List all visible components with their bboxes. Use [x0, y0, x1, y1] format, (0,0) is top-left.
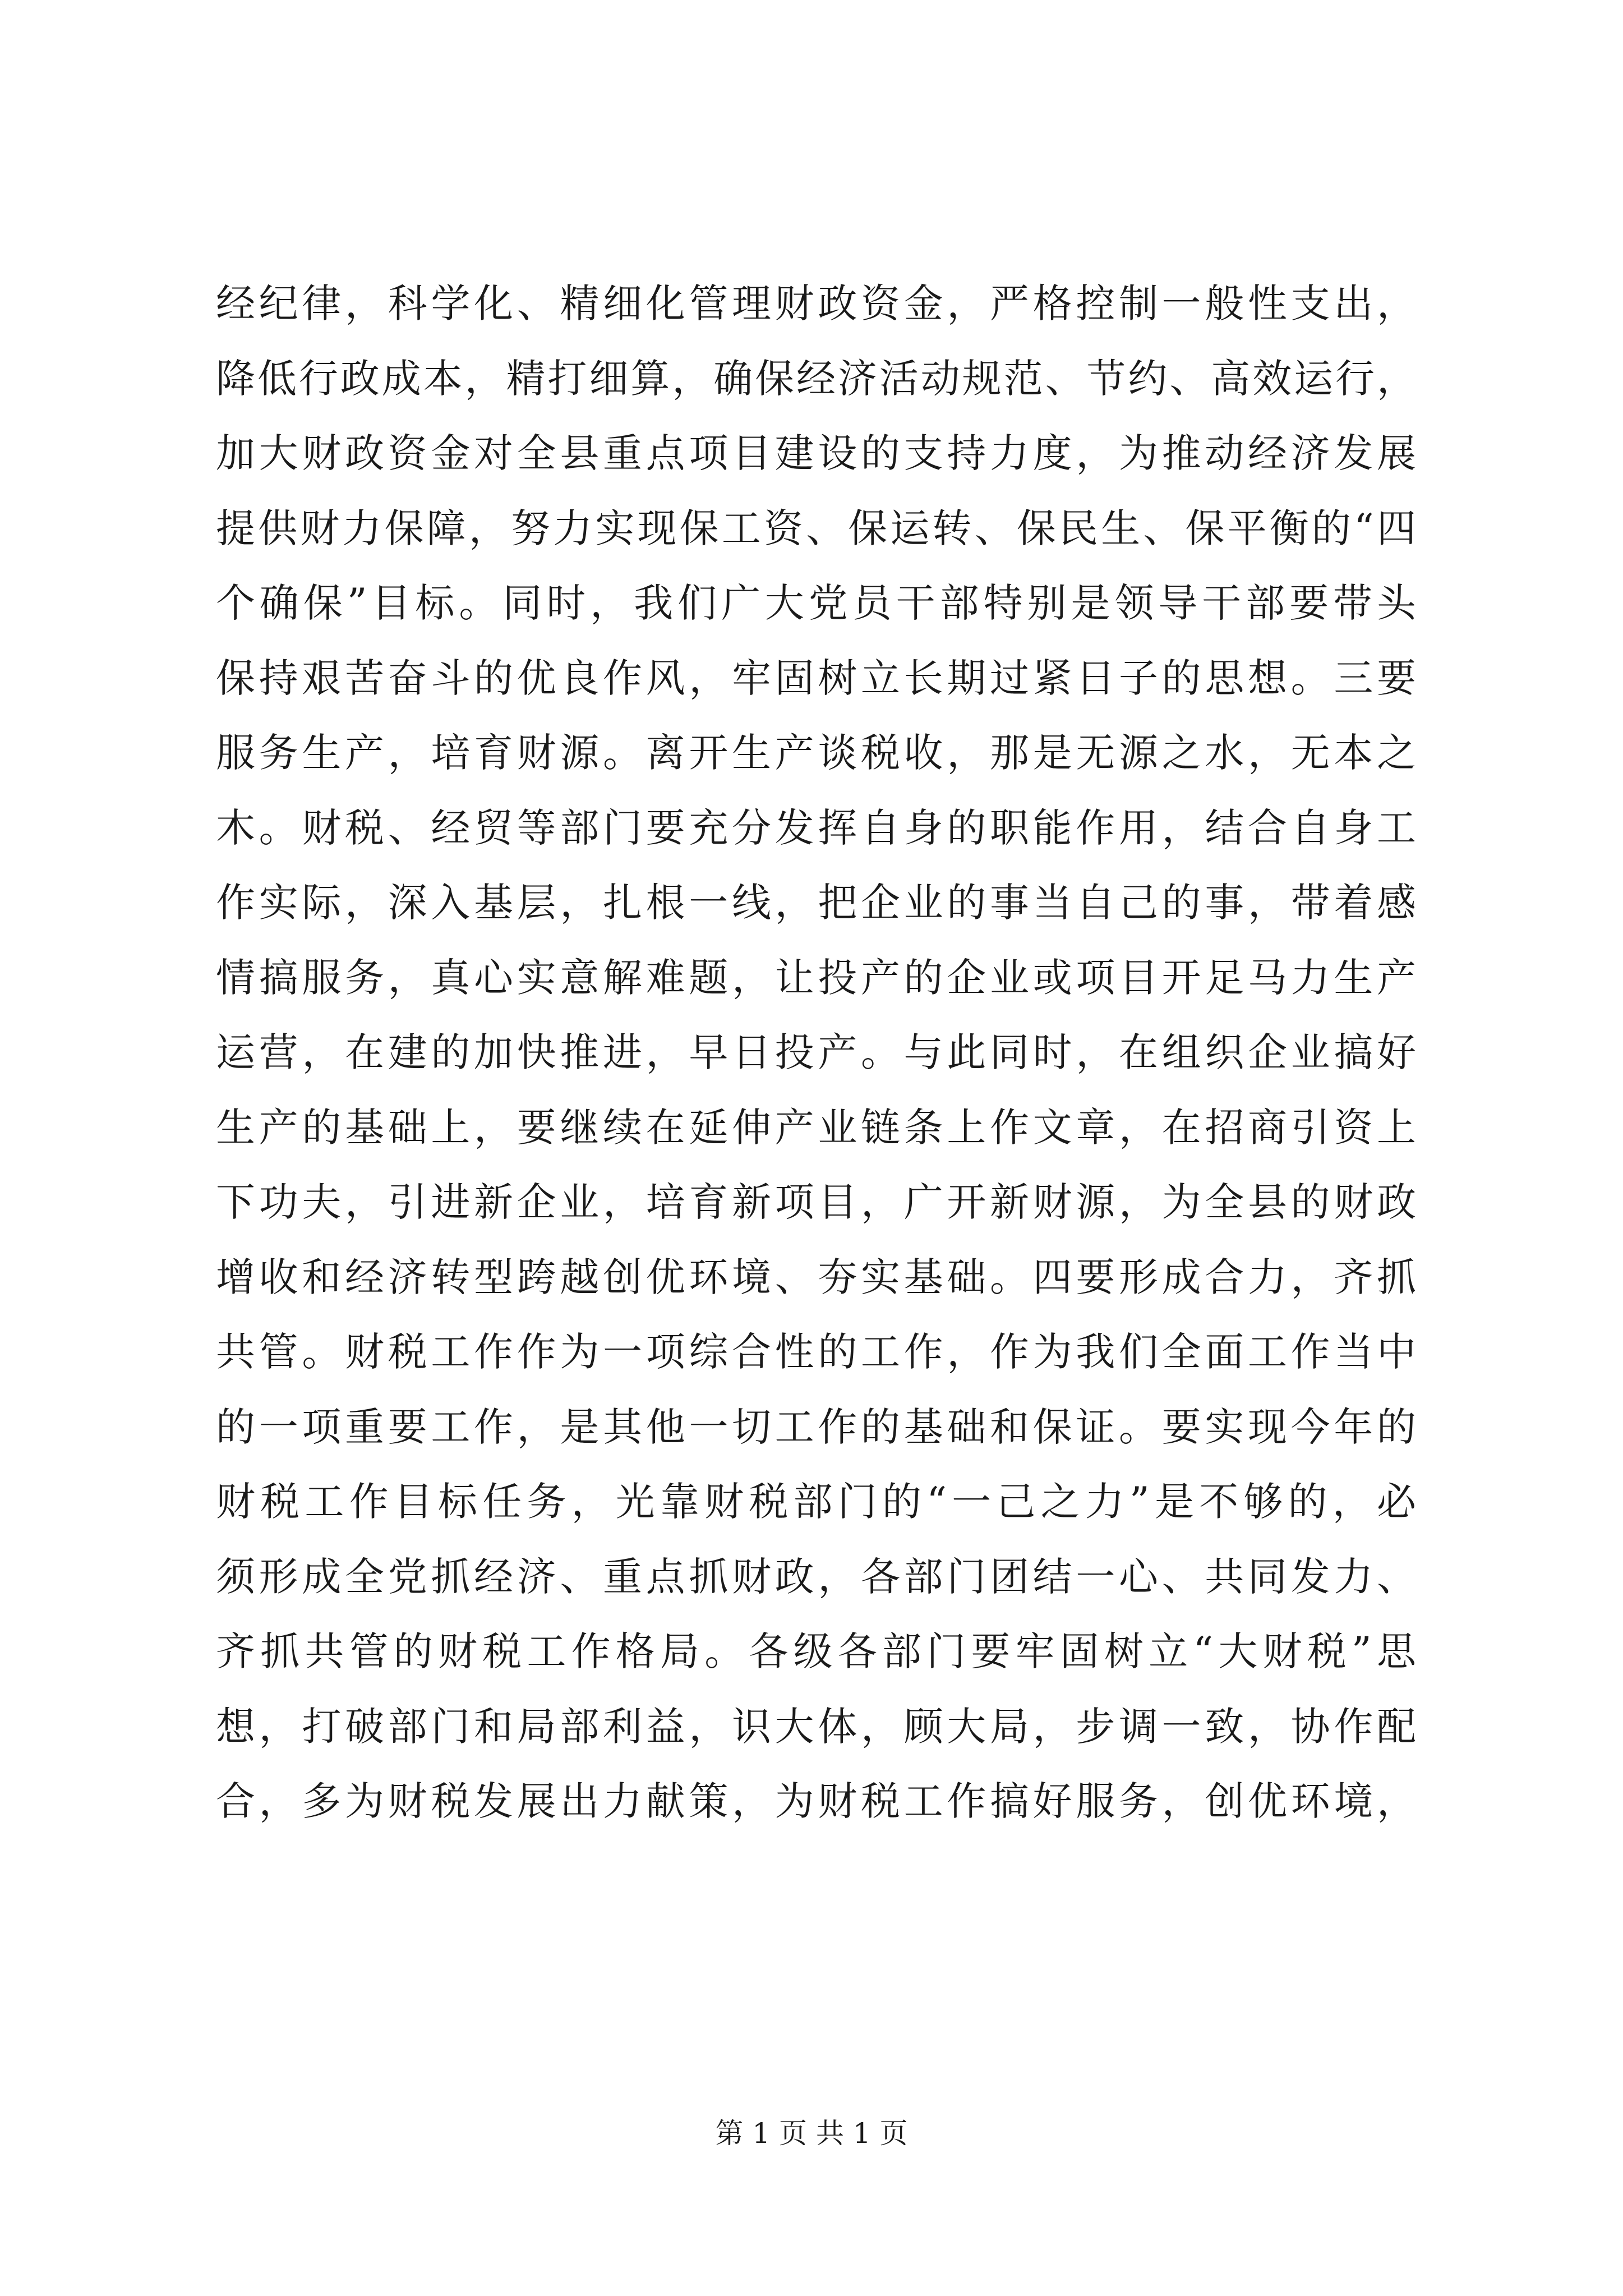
text-line: 木。财税、经贸等部门要充分发挥自身的职能作用，结合自身工: [216, 804, 1416, 851]
page-number-footer: 第 1 页 共 1 页: [715, 2117, 908, 2150]
text-line: 下功夫，引进新企业，培育新项目，广开新财源，为全县的财政: [216, 1179, 1416, 1225]
text-line: 运营，在建的加快推进，早日投产。与此同时，在组织企业搞好: [216, 1029, 1416, 1075]
text-line: 增收和经济转型跨越创优环境、夯实基础。四要形成合力，齐抓: [216, 1254, 1416, 1300]
text-line: 的一项重要工作，是其他一切工作的基础和保证。要实现今年的: [216, 1404, 1416, 1450]
text-line: 降低行政成本，精打细算，确保经济活动规范、节约、高效运行，: [216, 355, 1416, 402]
text-line: 情搞服务，真心实意解难题，让投产的企业或项目开足马力生产: [216, 954, 1416, 1001]
text-line: 作实际，深入基层，扎根一线，把企业的事当自己的事，带着感: [216, 880, 1416, 926]
text-line: 服务生产，培育财源。离开生产谈税收，那是无源之水，无本之: [216, 730, 1416, 776]
text-line: 合，多为财税发展出力献策，为财税工作搞好服务，创优环境，: [216, 1778, 1416, 1824]
text-line: 个确保”目标。同时，我们广大党员干部特别是领导干部要带头: [216, 580, 1416, 626]
text-line: 保持艰苦奋斗的优良作风，牢固树立长期过紧日子的思想。三要: [216, 655, 1416, 701]
text-line: 共管。财税工作作为一项综合性的工作，作为我们全面工作当中: [216, 1329, 1416, 1375]
text-line: 齐抓共管的财税工作格局。各级各部门要牢固树立“大财税”思: [216, 1628, 1416, 1674]
text-line: 生产的基础上，要继续在延伸产业链条上作文章，在招商引资上: [216, 1104, 1416, 1151]
text-line: 加大财政资金对全县重点项目建设的支持力度，为推动经济发展: [216, 430, 1416, 476]
text-line: 经纪律，科学化、精细化管理财政资金，严格控制一般性支出，: [216, 280, 1416, 326]
text-line: 财税工作目标任务，光靠财税部门的“一己之力”是不够的，必: [216, 1479, 1416, 1525]
text-line: 想，打破部门和局部利益，识大体，顾大局，步调一致，协作配: [216, 1703, 1416, 1750]
body-paragraph: [216, 266, 1416, 1839]
text-line: 须形成全党抓经济、重点抓财政，各部门团结一心、共同发力、: [216, 1553, 1416, 1600]
text-line: 提供财力保障，努力实现保工资、保运转、保民生、保平衡的“四: [216, 505, 1416, 551]
